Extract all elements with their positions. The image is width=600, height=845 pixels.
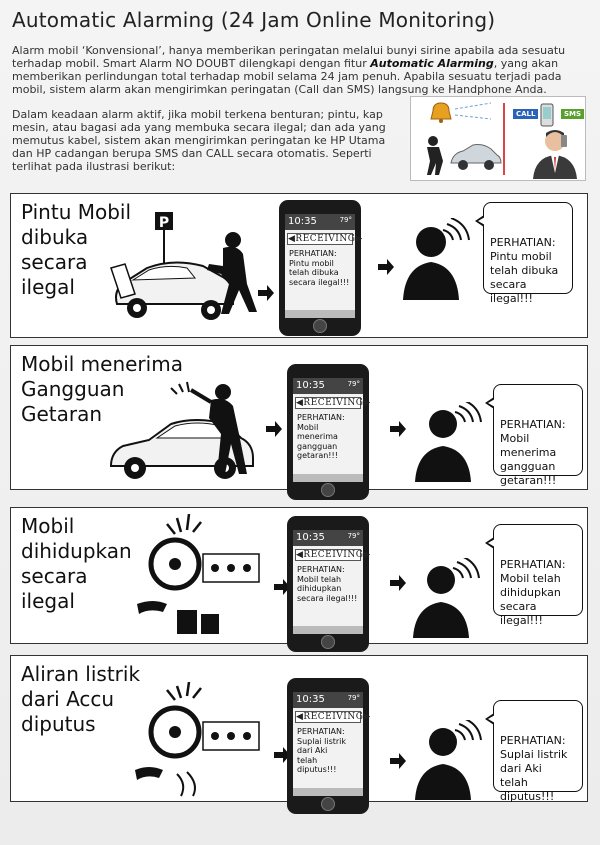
panel-title: Pintu Mobil dibuka secara ilegal <box>21 200 132 299</box>
thief-opening-car-door-icon <box>103 208 263 332</box>
home-button <box>321 483 335 497</box>
phone-screen <box>285 214 363 318</box>
bubble-text: PERHATIAN: Mobil telah dihidupkan secara ilegal!!! <box>500 558 566 627</box>
receiving-label: ◀RECEIVING▶ <box>288 234 363 244</box>
phone-time: 10:35 <box>288 216 317 227</box>
feature-name: Automatic Alarming <box>370 57 494 70</box>
arrow-right-icon <box>389 574 407 592</box>
arrow-right-icon <box>257 284 275 302</box>
home-button <box>321 797 335 811</box>
person-on-phone-icon <box>409 402 483 482</box>
panel-engine-started <box>10 507 588 644</box>
home-button <box>313 319 327 333</box>
arrow-right-icon <box>265 420 283 438</box>
person-on-phone-icon <box>409 720 483 800</box>
person-on-phone-icon <box>395 218 471 300</box>
steering-wheel-ignition-icon <box>117 514 267 640</box>
arrow-right-icon <box>389 752 407 770</box>
svg-text:P: P <box>158 215 170 231</box>
receiving-label: ◀RECEIVING▶ <box>296 712 371 722</box>
phone-time: 10:35 <box>296 694 325 705</box>
phone-icon <box>539 103 555 127</box>
bubble-text: PERHATIAN: Pintu mobil telah dibuka secara ilegal!!! <box>490 236 559 305</box>
businessman-icon <box>529 127 583 179</box>
phone-time: 10:35 <box>296 532 325 543</box>
page-title: Automatic Alarming (24 Jam Online Monitoring) <box>12 8 496 32</box>
thief-hitting-car-icon <box>107 378 267 488</box>
overview-illustration <box>410 96 586 181</box>
sms-tag: SMS <box>561 109 584 119</box>
panel-vibration <box>10 345 588 490</box>
phone-sms <box>287 516 369 652</box>
home-button <box>321 635 335 649</box>
sms-message: PERHATIAN: Mobil menerima gangguan getaran!!! <box>297 413 345 460</box>
phone-sms <box>287 678 369 814</box>
alert-bubble <box>493 700 583 803</box>
phone-sms <box>279 200 361 336</box>
alert-bubble <box>493 524 583 627</box>
panel-power-cut <box>10 655 588 802</box>
phone-toolbar <box>293 474 363 482</box>
panel-door-opened <box>10 193 588 338</box>
receiving-label: ◀RECEIVING▶ <box>296 398 371 408</box>
bubble-text: PERHATIAN: Suplai listrik dari Aki telah diputus!!! <box>500 734 568 803</box>
intro-paragraph-2: Dalam keadaan alarm aktif, jika mobil terkena benturan; pintu, kap mesin, atau bagasi ada yang membuka secara ilegal; dan ada yang memutus kabel, sistem akan mengirimkan peringatan ke HP Utama dan HP cadangan berupa SMS dan CALL secara otomatis. Seperti terlihat pada ilustrasi berikut: <box>12 108 386 173</box>
alert-bubble <box>493 384 583 487</box>
phone-toolbar <box>293 626 363 634</box>
phone-temp: 79° <box>347 532 360 540</box>
alert-bubble <box>483 202 573 305</box>
receiving-label: ◀RECEIVING▶ <box>296 550 371 560</box>
phone-time: 10:35 <box>296 380 325 391</box>
phone-toolbar <box>293 788 363 796</box>
divider <box>503 103 505 175</box>
sms-message: PERHATIAN: Pintu mobil telah dibuka secara ilegal!!! <box>289 249 350 287</box>
panel-title: Mobil dihidupkan secara ilegal <box>21 514 132 613</box>
cut-battery-wire-icon <box>117 682 267 800</box>
sms-message: PERHATIAN: Suplai listrik dari Aki telah diputus!!! <box>297 727 347 774</box>
phone-temp: 79° <box>347 694 360 702</box>
arrow-right-icon <box>389 420 407 438</box>
intro-paragraph-1: Alarm mobil ‘Konvensional’, hanya memberikan peringatan melalui bunyi sirine apabila ada sesuatu terhadap mobil. Smart Alarm NO DOUBT dilengkapi dengan fitur Automatic Alarming, yang akan memberikan perlindungan total terhadap mobil selama 24 jam penuh. Apabila sesuatu terjadi pada mobil, sistem alarm akan mengirimkan peringatan (Call dan SMS) langsung ke Handphone Anda. <box>12 44 566 96</box>
bubble-text: PERHATIAN: Mobil menerima gangguan getaran!!! <box>500 418 566 487</box>
phone-toolbar <box>285 310 355 318</box>
phone-temp: 79° <box>347 380 360 388</box>
arrow-right-icon <box>377 258 395 276</box>
phone-screen <box>293 378 371 482</box>
phone-screen <box>293 530 371 634</box>
panel-title: Aliran listrik dari Accu diputus <box>21 662 141 736</box>
phone-temp: 79° <box>339 216 352 224</box>
panel-title: Mobil menerima Gangguan Getaran <box>21 352 183 426</box>
call-tag: CALL <box>513 109 538 119</box>
sms-message: PERHATIAN: Mobil telah dihidupkan secara ilegal!!! <box>297 565 358 603</box>
phone-sms <box>287 364 369 500</box>
person-on-phone-icon <box>407 558 481 638</box>
phone-screen <box>293 692 371 796</box>
